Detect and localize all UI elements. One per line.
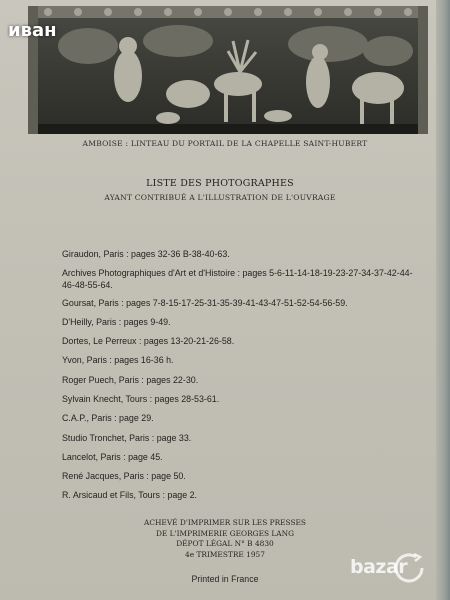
list-item: Lancelot, Paris : page 45.	[62, 451, 163, 462]
page-edge	[436, 0, 450, 600]
list-item: Studio Tronchet, Paris : page 33.	[62, 432, 192, 443]
colophon-line: ACHEVÉ D'IMPRIMER SUR LES PRESSES	[144, 518, 306, 527]
list-item: Archives Photographiques d'Art et d'Histoire : pages 5-6-11-14-18-19-23-27-34-37-42-44-46-48-55-64.	[62, 268, 413, 290]
colophon-line: DÉPOT LÉGAL N° B 4830	[176, 539, 274, 549]
list-item: R. Arsicaud et Fils, Tours : page 2.	[62, 490, 197, 501]
watermark-text: bazar	[350, 556, 408, 578]
list-item: Dortes, Le Perreux : pages 13-20-21-26-58.	[62, 336, 235, 347]
list-item: René Jacques, Paris : page 50.	[62, 471, 186, 482]
photographers-list	[62, 249, 414, 510]
colophon-line: 4e TRIMESTRE 1957	[185, 549, 265, 559]
list-subheading: AYANT CONTRIBUÉ A L'ILLUSTRATION DE L'OUVRAGE	[104, 193, 336, 202]
colophon	[110, 518, 340, 560]
list-item: D'Heilly, Paris : pages 9-49.	[62, 316, 171, 327]
printed-in-france: Printed in France	[191, 574, 259, 584]
list-item: Roger Puech, Paris : pages 22-30.	[62, 374, 199, 385]
username-overlay: иван	[8, 20, 57, 41]
photo-caption: AMBOISE : LINTEAU DU PORTAIL DE LA CHAPELLE SAINT-HUBERT	[82, 139, 368, 148]
list-item: Goursat, Paris : pages 7-8-15-17-25-31-35-39-41-43-47-51-52-54-56-59.	[62, 298, 348, 309]
list-heading: LISTE DES PHOTOGRAPHES	[146, 178, 294, 189]
list-item: Yvon, Paris : pages 16-36 h.	[62, 355, 174, 366]
list-item: C.A.P., Paris : page 29.	[62, 413, 154, 424]
list-item: Sylvain Knecht, Tours : pages 28-53-61.	[62, 393, 220, 404]
colophon-line: DE L'IMPRIMERIE GEORGES LANG	[156, 528, 294, 538]
carved-lintel-photo	[28, 6, 428, 134]
list-item: Giraudon, Paris : pages 32-36 B-38-40-63.	[62, 249, 230, 259]
